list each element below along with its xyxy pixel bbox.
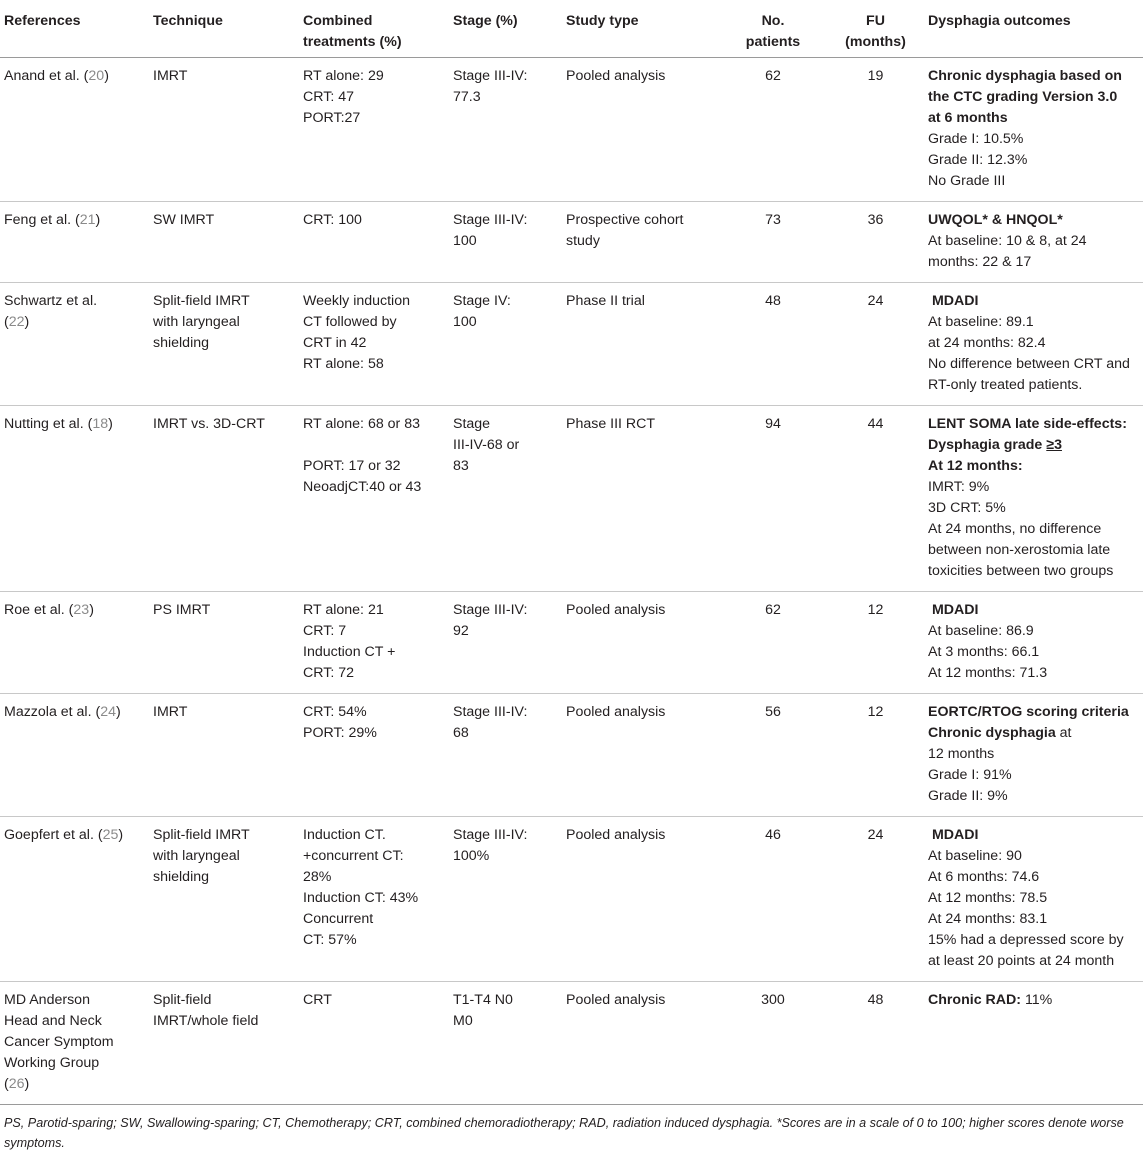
technique-cell-line: shielding: [153, 869, 210, 885]
technique-cell: [153, 58, 303, 202]
stage-cell: [453, 982, 566, 1105]
outcome-text: Chronic RAD:: [928, 992, 1022, 1008]
combined-treatments-cell-line: CRT: 47: [303, 89, 354, 105]
outcome-line: [928, 108, 1143, 129]
technique-cell-line: with laryngeal: [153, 314, 240, 330]
outcome-text: Grade II: 12.3%: [928, 152, 1028, 168]
combined-treatments-cell: [303, 982, 453, 1105]
outcome-line: [928, 744, 1143, 765]
technique-cell: [153, 283, 303, 406]
table-body: [0, 58, 1143, 1105]
reference-line: [4, 1074, 147, 1095]
outcome-line: [928, 456, 1143, 477]
follow-up-cell: 19: [867, 68, 884, 84]
dysphagia-outcomes-cell: [928, 406, 1143, 592]
combined-treatments-cell-line: 28%: [303, 869, 332, 885]
outcome-text: At 24 months, no difference: [928, 521, 1102, 537]
stage-cell-line: Stage IV:: [453, 293, 511, 309]
outcome-line: [928, 210, 1143, 231]
study-type-cell: [566, 58, 723, 202]
outcome-line: [928, 477, 1143, 498]
stage-cell: [453, 202, 566, 283]
reference-cell: [0, 58, 153, 202]
study-type-cell-line: Pooled analysis: [566, 992, 666, 1008]
combined-treatments-cell-line: CRT: 54%: [303, 704, 367, 720]
combined-treatments-cell: [303, 202, 453, 283]
combined-treatments-cell-line: CRT in 42: [303, 335, 367, 351]
combined-treatments-cell-line: Induction CT: 43%: [303, 890, 419, 906]
outcome-text: At baseline: 90: [928, 848, 1022, 864]
combined-treatments-cell-line: RT alone: 68 or 83: [303, 416, 420, 432]
table-footnote: PS, Parotid-sparing; SW, Swallowing-sparing; CT, Chemotherapy; CRT, combined chemoradiotherapy; RAD, radiation induced dysphagia. *Scores are in a scale of 0 to 100; higher scores denote worse symptoms.: [4, 1116, 1124, 1150]
reference-close: ): [24, 314, 30, 330]
outcome-text: RT-only treated patients.: [928, 377, 1083, 393]
reference-name: Anand et al. (: [4, 68, 89, 84]
outcome-text: MDADI: [928, 827, 979, 843]
column-header: [303, 0, 453, 58]
combined-treatments-cell-line: CRT: 7: [303, 623, 347, 639]
column-header: [928, 0, 1143, 58]
reference-name: Feng et al. (: [4, 212, 80, 228]
reference-cell: [0, 283, 153, 406]
column-header-line: (months): [845, 34, 906, 50]
follow-up-cell: 44: [867, 416, 884, 432]
patients-cell: 46: [765, 827, 781, 843]
study-type-cell-line: Pooled analysis: [566, 827, 666, 843]
combined-treatments-cell: [303, 694, 453, 817]
reference-name: Schwartz et al.: [4, 293, 98, 309]
outcome-text: Grade II: 9%: [928, 788, 1008, 804]
stage-cell-line: 100: [453, 233, 477, 249]
combined-treatments-cell-line: Induction CT.: [303, 827, 386, 843]
outcome-line: [928, 561, 1143, 582]
combined-treatments-cell-line: PORT: 29%: [303, 725, 377, 741]
technique-cell: [153, 694, 303, 817]
combined-treatments-cell-line: RT alone: 21: [303, 602, 384, 618]
technique-cell-line: shielding: [153, 335, 210, 351]
stage-cell-line: 83: [453, 458, 469, 474]
table-row: [0, 58, 1143, 202]
outcome-text: 12 months: [928, 746, 995, 762]
outcome-text: Grade I: 10.5%: [928, 131, 1024, 147]
outcome-underlined: ≥3: [1046, 437, 1062, 453]
outcome-text: At 3 months: 66.1: [928, 644, 1040, 660]
technique-cell-line: IMRT: [153, 704, 188, 720]
study-type-cell-line: Pooled analysis: [566, 68, 666, 84]
stage-cell: [453, 283, 566, 406]
reference-line: Cancer Symptom: [4, 1034, 114, 1050]
study-type-cell: [566, 406, 723, 592]
outcome-line: [928, 846, 1143, 867]
reference-cell: [0, 202, 153, 283]
technique-cell: [153, 817, 303, 982]
reference-number: 22: [8, 314, 25, 330]
technique-cell: [153, 406, 303, 592]
outcome-text: at least 20 points at 24 month: [928, 953, 1115, 969]
reference-close: ): [24, 1076, 30, 1092]
outcome-line: [928, 951, 1143, 972]
stage-cell-line: T1-T4 N0: [453, 992, 513, 1008]
stage-cell-line: III-IV-68 or: [453, 437, 520, 453]
follow-up-cell: 24: [867, 293, 884, 309]
stage-cell-line: M0: [453, 1013, 473, 1029]
column-header: [153, 0, 303, 58]
column-header-line: References: [4, 13, 81, 29]
outcome-line: [928, 621, 1143, 642]
technique-cell-line: Split-field: [153, 992, 212, 1008]
combined-treatments-cell-line: CRT: [303, 992, 332, 1008]
study-type-cell-line: Prospective cohort: [566, 212, 684, 228]
patients-cell: 62: [765, 68, 781, 84]
outcome-text: LENT SOMA late side-effects:: [928, 416, 1127, 432]
outcome-text: EORTC/RTOG scoring criteria: [928, 704, 1129, 720]
technique-cell-line: IMRT vs. 3D-CRT: [153, 416, 265, 432]
outcome-text: toxicities between two groups: [928, 563, 1114, 579]
stage-cell-line: 92: [453, 623, 469, 639]
reference-line: Working Group: [4, 1055, 100, 1071]
patients-cell: 48: [765, 293, 781, 309]
study-type-cell-line: study: [566, 233, 600, 249]
technique-cell-line: Split-field IMRT: [153, 827, 250, 843]
combined-treatments-cell-line: +concurrent CT:: [303, 848, 404, 864]
combined-treatments-cell: [303, 58, 453, 202]
table-row: [0, 817, 1143, 982]
outcome-line: [928, 291, 1143, 312]
reference-name: Mazzola et al. (: [4, 704, 101, 720]
outcome-text: months: 22 & 17: [928, 254, 1032, 270]
outcome-line: [928, 414, 1143, 435]
outcome-tail: at: [1055, 725, 1072, 741]
blank-line: [303, 435, 447, 456]
combined-treatments-cell-line: CRT: 100: [303, 212, 362, 228]
outcome-text: Chronic dysphagia: [928, 725, 1056, 741]
reference-line: [4, 66, 147, 87]
study-type-cell: [566, 982, 723, 1105]
stage-cell: [453, 58, 566, 202]
combined-treatments-cell-line: Induction CT +: [303, 644, 396, 660]
outcome-line: [928, 498, 1143, 519]
outcome-text: MDADI: [928, 602, 979, 618]
table-row: [0, 406, 1143, 592]
patients-cell: 62: [765, 602, 781, 618]
outcome-line: [928, 723, 1143, 744]
stage-cell-line: Stage III-IV:: [453, 827, 528, 843]
outcome-line: [928, 333, 1143, 354]
reference-number: 21: [79, 212, 96, 228]
study-type-cell-line: Pooled analysis: [566, 602, 666, 618]
column-header-line: Technique: [153, 13, 223, 29]
dysphagia-outcomes-cell: [928, 817, 1143, 982]
outcome-line: [928, 312, 1143, 333]
column-header-line: Combined: [303, 13, 373, 29]
outcome-text: At 24 months: 83.1: [928, 911, 1048, 927]
reference-close: ): [118, 827, 124, 843]
outcome-text: Dysphagia grade: [928, 437, 1047, 453]
combined-treatments-cell-line: PORT:27: [303, 110, 361, 126]
reference-name: Goepfert et al. (: [4, 827, 103, 843]
combined-treatments-cell-line: PORT: 17 or 32: [303, 458, 401, 474]
outcome-text: MDADI: [928, 293, 979, 309]
dysphagia-outcomes-cell: [928, 58, 1143, 202]
reference-name: Roe et al. (: [4, 602, 74, 618]
outcome-line: [928, 129, 1143, 150]
outcome-line: [928, 825, 1143, 846]
dysphagia-outcomes-cell: [928, 592, 1143, 694]
reference-close: ): [115, 704, 121, 720]
reference-number: 18: [92, 416, 109, 432]
study-type-cell: [566, 592, 723, 694]
combined-treatments-cell-line: Concurrent: [303, 911, 374, 927]
technique-cell: [153, 982, 303, 1105]
reference-line: [4, 600, 147, 621]
outcome-line: [928, 171, 1143, 192]
stage-cell-line: Stage: [453, 416, 491, 432]
outcome-line: [928, 990, 1143, 1011]
technique-cell-line: PS IMRT: [153, 602, 211, 618]
outcome-line: [928, 435, 1143, 456]
column-header: [823, 0, 928, 58]
reference-line: [4, 414, 147, 435]
stage-cell: [453, 406, 566, 592]
stage-cell-line: Stage III-IV:: [453, 212, 528, 228]
column-header: [566, 0, 723, 58]
combined-treatments-cell: [303, 283, 453, 406]
reference-close: ): [108, 416, 113, 432]
combined-treatments-cell-line: CRT: 72: [303, 665, 354, 681]
outcome-text: 3D CRT: 5%: [928, 500, 1006, 516]
column-header: [0, 0, 153, 58]
dysphagia-outcomes-cell: [928, 982, 1143, 1105]
technique-cell: [153, 592, 303, 694]
reference-cell: [0, 694, 153, 817]
outcome-text: At baseline: 86.9: [928, 623, 1034, 639]
reference-number: 23: [73, 602, 90, 618]
outcome-text: Grade I: 91%: [928, 767, 1012, 783]
reference-line: [4, 210, 147, 231]
outcome-text: At 12 months: 78.5: [928, 890, 1048, 906]
dysphagia-outcomes-cell: [928, 283, 1143, 406]
study-type-cell-line: Phase III RCT: [566, 416, 656, 432]
reference-number: 24: [100, 704, 116, 720]
combined-treatments-cell-line: Weekly induction: [303, 293, 410, 309]
reference-close: ): [89, 602, 94, 618]
reference-cell: [0, 817, 153, 982]
combined-treatments-cell-line: CT: 57%: [303, 932, 357, 948]
patients-cell: 56: [765, 704, 781, 720]
column-header-line: FU: [866, 13, 885, 29]
reference-cell: [0, 982, 153, 1105]
column-header-line: patients: [745, 34, 801, 50]
outcome-line: [928, 909, 1143, 930]
outcome-text: At 6 months: 74.6: [928, 869, 1040, 885]
combined-treatments-cell-line: NeoadjCT:40 or 43: [303, 479, 422, 495]
header-row: [0, 0, 1143, 58]
outcome-text: at 6 months: [928, 110, 1008, 126]
stage-cell: [453, 694, 566, 817]
study-type-cell: [566, 283, 723, 406]
patients-cell: 300: [761, 992, 785, 1008]
study-type-cell-line: Pooled analysis: [566, 704, 666, 720]
technique-cell-line: IMRT/whole field: [153, 1013, 259, 1029]
table-row: [0, 202, 1143, 283]
column-header: [453, 0, 566, 58]
reference-line: [4, 825, 147, 846]
outcome-line: [928, 66, 1143, 87]
study-type-cell: [566, 694, 723, 817]
combined-treatments-cell-line: RT alone: 58: [303, 356, 384, 372]
reference-open: (: [4, 314, 9, 330]
outcome-line: [928, 930, 1143, 951]
outcome-line: [928, 519, 1143, 540]
outcome-line: [928, 600, 1143, 621]
column-header: [723, 0, 823, 58]
outcome-line: [928, 765, 1143, 786]
reference-line: Head and Neck: [4, 1013, 102, 1029]
stage-cell-line: 100%: [453, 848, 490, 864]
column-header-line: Stage (%): [453, 13, 518, 29]
patients-cell: 73: [765, 212, 781, 228]
dysphagia-outcomes-cell: [928, 694, 1143, 817]
outcome-text: between non-xerostomia late: [928, 542, 1111, 558]
outcome-text: UWQOL* & HNQOL*: [928, 212, 1063, 228]
outcome-text: IMRT: 9%: [928, 479, 990, 495]
study-type-cell: [566, 817, 723, 982]
outcome-line: [928, 150, 1143, 171]
follow-up-cell: 48: [867, 992, 884, 1008]
combined-treatments-cell: [303, 406, 453, 592]
technique-cell-line: Split-field IMRT: [153, 293, 250, 309]
reference-name: Nutting et al. (: [4, 416, 93, 432]
outcome-line: [928, 702, 1143, 723]
outcome-text: the CTC grading Version 3.0: [928, 89, 1118, 105]
combined-treatments-cell-line: RT alone: 29: [303, 68, 384, 84]
follow-up-cell: 36: [867, 212, 884, 228]
reference-number: 25: [102, 827, 119, 843]
stage-cell-line: 77.3: [453, 89, 481, 105]
table-row: [0, 592, 1143, 694]
outcome-line: [928, 87, 1143, 108]
outcome-text: At baseline: 10 & 8, at 24: [928, 233, 1087, 249]
patients-cell: 94: [765, 416, 781, 432]
column-header-line: Study type: [566, 13, 639, 29]
technique-cell-line: with laryngeal: [153, 848, 240, 864]
stage-cell: [453, 592, 566, 694]
stage-cell-line: Stage III-IV:: [453, 704, 528, 720]
study-type-cell: [566, 202, 723, 283]
reference-number: 20: [88, 68, 105, 84]
reference-close: ): [95, 212, 101, 228]
outcome-text: No difference between CRT and: [928, 356, 1130, 372]
reference-line: [4, 312, 147, 333]
outcome-line: [928, 231, 1143, 252]
outcome-line: [928, 663, 1143, 684]
technique-cell: [153, 202, 303, 283]
table-row: [0, 283, 1143, 406]
stage-cell-line: Stage III-IV:: [453, 68, 528, 84]
outcome-line: [928, 354, 1143, 375]
column-header-line: treatments (%): [303, 34, 402, 50]
outcome-text: at 24 months: 82.4: [928, 335, 1046, 351]
outcome-line: [928, 867, 1143, 888]
reference-cell: [0, 592, 153, 694]
column-header-line: Dysphagia outcomes: [928, 13, 1071, 29]
follow-up-cell: 12: [867, 602, 884, 618]
follow-up-cell: 12: [867, 704, 884, 720]
outcome-line: [928, 786, 1143, 807]
table-row: [0, 982, 1143, 1105]
stage-cell: [453, 817, 566, 982]
study-type-cell-line: Phase II trial: [566, 293, 645, 309]
outcome-line: [928, 642, 1143, 663]
outcome-text: No Grade III: [928, 173, 1006, 189]
reference-cell: [0, 406, 153, 592]
outcome-line: [928, 252, 1143, 273]
technique-cell-line: SW IMRT: [153, 212, 215, 228]
outcome-line: [928, 375, 1143, 396]
column-header-line: No.: [761, 13, 785, 29]
outcome-line: [928, 540, 1143, 561]
combined-treatments-cell-line: CT followed by: [303, 314, 397, 330]
outcome-tail: 11%: [1021, 992, 1053, 1008]
stage-cell-line: 100: [453, 314, 477, 330]
table-row: [0, 694, 1143, 817]
technique-cell-line: IMRT: [153, 68, 188, 84]
outcome-text: At baseline: 89.1: [928, 314, 1034, 330]
reference-open: (: [4, 1076, 9, 1092]
reference-close: ): [104, 68, 109, 84]
follow-up-cell: 24: [867, 827, 884, 843]
combined-treatments-cell: [303, 817, 453, 982]
stage-cell-line: Stage III-IV:: [453, 602, 528, 618]
reference-line: MD Anderson: [4, 992, 90, 1008]
outcome-text: At 12 months: 71.3: [928, 665, 1048, 681]
table-header: [0, 0, 1143, 58]
reference-number: 26: [8, 1076, 25, 1092]
outcome-text: 15% had a depressed score by: [928, 932, 1124, 948]
outcome-line: [928, 888, 1143, 909]
outcome-text: Chronic dysphagia based on: [928, 68, 1122, 84]
stage-cell-line: 68: [453, 725, 469, 741]
outcome-text: At 12 months:: [928, 458, 1023, 474]
reference-line: [4, 702, 147, 723]
combined-treatments-cell: [303, 592, 453, 694]
dysphagia-outcomes-cell: [928, 202, 1143, 283]
